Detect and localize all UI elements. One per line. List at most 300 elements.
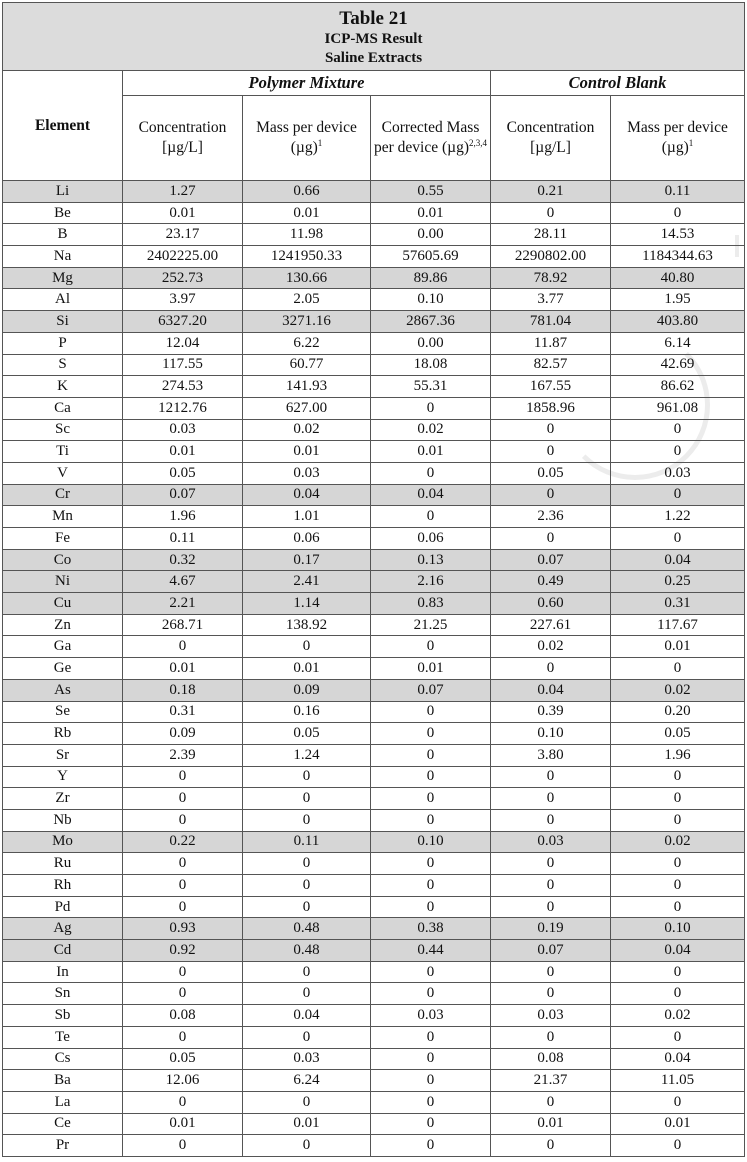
cb-concentration-cell: 0.10: [491, 723, 611, 745]
table-row: [3, 723, 745, 745]
cb-mass-cell: 0.02: [611, 831, 745, 853]
cb-concentration-cell: 82.57: [491, 354, 611, 376]
cb-mass-cell: 0.04: [611, 549, 745, 571]
cb-mass-cell: 11.05: [611, 1070, 745, 1092]
table-row: [3, 940, 745, 962]
pm-mass-cell: 60.77: [243, 354, 371, 376]
cb-concentration-cell: 0: [491, 1135, 611, 1157]
pm-corrected-mass-cell: 0: [371, 896, 491, 918]
pm-corrected-mass-cell: 0: [371, 961, 491, 983]
element-cell: V: [3, 462, 123, 484]
table-row: [3, 831, 745, 853]
cb-mass-cell: 0: [611, 441, 745, 463]
pm-concentration-cell: 1.96: [123, 506, 243, 528]
pm-corrected-mass-cell: 0.04: [371, 484, 491, 506]
pm-mass-cell: 0.09: [243, 679, 371, 701]
cb-concentration-cell: 0: [491, 658, 611, 680]
pm-mass-cell: 0.17: [243, 549, 371, 571]
pm-concentration-cell: 0.11: [123, 528, 243, 550]
pm-corrected-mass-cell: 0: [371, 1135, 491, 1157]
cb-concentration-cell: 0.07: [491, 940, 611, 962]
pm-mass-cell: 0: [243, 766, 371, 788]
pm-corrected-mass-cell: 0.07: [371, 679, 491, 701]
pm-corrected-mass-cell: 0.01: [371, 441, 491, 463]
cb-mass-cell: 0.03: [611, 462, 745, 484]
element-cell: Sc: [3, 419, 123, 441]
cb-concentration-cell: 0.03: [491, 831, 611, 853]
element-cell: Mo: [3, 831, 123, 853]
table-row: [3, 1026, 745, 1048]
cb-concentration-cell: 78.92: [491, 267, 611, 289]
pm-corrected-mass-cell: 0: [371, 744, 491, 766]
pm-mass-cell: 0.48: [243, 940, 371, 962]
pm-mass-cell: 0.03: [243, 1048, 371, 1070]
cb-mass-cell: 961.08: [611, 397, 745, 419]
cb-mass-cell: 0: [611, 875, 745, 897]
cb-concentration-cell: 0.19: [491, 918, 611, 940]
pm-concentration-cell: 2.39: [123, 744, 243, 766]
table-row: [3, 506, 745, 528]
cb-mass-cell: 0.02: [611, 1005, 745, 1027]
table-row: [3, 549, 745, 571]
table-row: [3, 896, 745, 918]
cb-concentration-cell: 0.01: [491, 1113, 611, 1135]
pm-concentration-cell: 0.05: [123, 1048, 243, 1070]
element-cell: Ge: [3, 658, 123, 680]
table-row: [3, 918, 745, 940]
pm-mass-cell: 0: [243, 961, 371, 983]
pm-concentration-cell: 4.67: [123, 571, 243, 593]
cb-mass-cell: 0.31: [611, 593, 745, 615]
pm-mass-cell: 0: [243, 788, 371, 810]
element-cell: Li: [3, 181, 123, 203]
pm-mass-cell: 0: [243, 636, 371, 658]
pm-corrected-mass-cell: 0: [371, 983, 491, 1005]
cb-concentration-cell: 0: [491, 853, 611, 875]
cb-concentration-cell: 0.39: [491, 701, 611, 723]
pm-concentration-cell: 0: [123, 636, 243, 658]
pm-mass-cell: 0: [243, 853, 371, 875]
cb-mass-cell: 0.10: [611, 918, 745, 940]
cb-concentration-cell: 0: [491, 961, 611, 983]
cb-mass-cell: 14.53: [611, 224, 745, 246]
table-caption: [3, 3, 745, 71]
table-row: [3, 571, 745, 593]
pm-concentration-cell: 0: [123, 853, 243, 875]
pm-corrected-mass-cell: 0: [371, 809, 491, 831]
pm-concentration-header: Concentration [µg/L]: [123, 96, 243, 181]
pm-corrected-mass-cell: 21.25: [371, 614, 491, 636]
pm-mass-cell: 6.24: [243, 1070, 371, 1092]
cb-concentration-cell: 0.02: [491, 636, 611, 658]
pm-concentration-cell: 2402225.00: [123, 246, 243, 268]
cb-mass-cell: 0.05: [611, 723, 745, 745]
table-row: [3, 419, 745, 441]
table-row: [3, 701, 745, 723]
pm-corrected-mass-cell: 0: [371, 1070, 491, 1092]
element-cell: Ti: [3, 441, 123, 463]
pm-corrected-mass-cell: 89.86: [371, 267, 491, 289]
pm-corrected-mass-cell: 2.16: [371, 571, 491, 593]
table-row: [3, 809, 745, 831]
table-row: [3, 1048, 745, 1070]
pm-mass-cell: 2.05: [243, 289, 371, 311]
cb-concentration-cell: 0: [491, 766, 611, 788]
cb-mass-cell: 0: [611, 809, 745, 831]
element-cell: In: [3, 961, 123, 983]
element-cell: Cs: [3, 1048, 123, 1070]
cb-concentration-cell: 0: [491, 1026, 611, 1048]
cb-concentration-cell: 3.77: [491, 289, 611, 311]
cb-concentration-cell: 0.07: [491, 549, 611, 571]
cb-mass-cell: 0.02: [611, 679, 745, 701]
pm-corrected-mass-cell: 0: [371, 1048, 491, 1070]
pm-mass-cell: 0.01: [243, 658, 371, 680]
pm-mass-cell: 0: [243, 896, 371, 918]
pm-concentration-cell: 0.92: [123, 940, 243, 962]
pm-concentration-cell: 268.71: [123, 614, 243, 636]
pm-mass-cell: 130.66: [243, 267, 371, 289]
cb-concentration-cell: 28.11: [491, 224, 611, 246]
pm-concentration-cell: 23.17: [123, 224, 243, 246]
pm-corrected-mass-cell: 0.10: [371, 289, 491, 311]
element-cell: As: [3, 679, 123, 701]
pm-mass-cell: 0.02: [243, 419, 371, 441]
pm-corrected-mass-cell: 0: [371, 462, 491, 484]
pm-mass-cell: 6.22: [243, 332, 371, 354]
pm-concentration-cell: 252.73: [123, 267, 243, 289]
element-cell: Cd: [3, 940, 123, 962]
pm-mass-cell: 2.41: [243, 571, 371, 593]
table-row: [3, 1091, 745, 1113]
pm-corrected-mass-cell: 0: [371, 636, 491, 658]
element-cell: Ni: [3, 571, 123, 593]
pm-corrected-mass-cell: 0.06: [371, 528, 491, 550]
element-cell: Ca: [3, 397, 123, 419]
pm-mass-header: Mass per device $(\mu g)^1$: [243, 96, 371, 181]
cb-concentration-cell: 0: [491, 202, 611, 224]
table-row: [3, 441, 745, 463]
pm-concentration-cell: 117.55: [123, 354, 243, 376]
element-cell: Mg: [3, 267, 123, 289]
pm-concentration-cell: 0.03: [123, 419, 243, 441]
element-cell: Ru: [3, 853, 123, 875]
element-cell: Cr: [3, 484, 123, 506]
pm-concentration-cell: 0.01: [123, 1113, 243, 1135]
table-body: [3, 181, 745, 1157]
element-cell: Sb: [3, 1005, 123, 1027]
pm-mass-cell: 0: [243, 875, 371, 897]
pm-mass-cell: 0: [243, 1091, 371, 1113]
pm-mass-cell: 1241950.33: [243, 246, 371, 268]
cb-mass-cell: 1.95: [611, 289, 745, 311]
pm-corrected-mass-cell: 0.01: [371, 202, 491, 224]
cb-concentration-cell: 781.04: [491, 311, 611, 333]
table-row: [3, 462, 745, 484]
cb-mass-cell: 40.80: [611, 267, 745, 289]
cb-mass-cell: 1184344.63: [611, 246, 745, 268]
pm-mass-cell: 0.04: [243, 1005, 371, 1027]
element-cell: Zn: [3, 614, 123, 636]
pm-corrected-mass-cell: 0.10: [371, 831, 491, 853]
element-cell: S: [3, 354, 123, 376]
pm-mass-cell: 0.66: [243, 181, 371, 203]
pm-corrected-mass-cell: 0.00: [371, 224, 491, 246]
pm-corrected-mass-cell: 55.31: [371, 376, 491, 398]
cb-mass-cell: 86.62: [611, 376, 745, 398]
pm-mass-cell: 138.92: [243, 614, 371, 636]
pm-concentration-cell: 0: [123, 788, 243, 810]
table-row: [3, 1135, 745, 1157]
pm-corrected-mass-cell: 0: [371, 397, 491, 419]
pm-corrected-mass-cell: 0.02: [371, 419, 491, 441]
pm-corrected-mass-cell: 0.83: [371, 593, 491, 615]
pm-corrected-mass-cell: 0.00: [371, 332, 491, 354]
pm-mass-cell: 0.48: [243, 918, 371, 940]
pm-mass-cell: 0.01: [243, 441, 371, 463]
cb-concentration-cell: 0: [491, 528, 611, 550]
cb-mass-cell: 0.04: [611, 1048, 745, 1070]
pm-corrected-mass-cell: 0.55: [371, 181, 491, 203]
table-row: [3, 311, 745, 333]
cb-mass-cell: 0: [611, 788, 745, 810]
cb-concentration-cell: 0: [491, 983, 611, 1005]
element-cell: Y: [3, 766, 123, 788]
cb-mass-cell: 0: [611, 484, 745, 506]
pm-concentration-cell: 0: [123, 961, 243, 983]
pm-concentration-cell: 0.07: [123, 484, 243, 506]
cb-concentration-cell: 1858.96: [491, 397, 611, 419]
cb-mass-cell: 6.14: [611, 332, 745, 354]
cb-mass-cell: 0.04: [611, 940, 745, 962]
cb-concentration-cell: 0: [491, 788, 611, 810]
cb-mass-cell: 0.01: [611, 1113, 745, 1135]
pm-concentration-cell: 12.04: [123, 332, 243, 354]
pm-mass-cell: 1.24: [243, 744, 371, 766]
pm-corrected-mass-cell: 57605.69: [371, 246, 491, 268]
pm-corrected-mass-cell: 0: [371, 506, 491, 528]
cb-mass-cell: 0.01: [611, 636, 745, 658]
pm-concentration-cell: 12.06: [123, 1070, 243, 1092]
cb-concentration-cell: 0: [491, 896, 611, 918]
cb-concentration-cell: 227.61: [491, 614, 611, 636]
table-row: [3, 1070, 745, 1092]
cb-concentration-cell: 167.55: [491, 376, 611, 398]
cb-mass-cell: 0: [611, 896, 745, 918]
cb-mass-cell: 0.20: [611, 701, 745, 723]
pm-concentration-cell: 1212.76: [123, 397, 243, 419]
cb-concentration-cell: 0.05: [491, 462, 611, 484]
pm-corrected-mass-cell: 0: [371, 875, 491, 897]
element-cell: Ce: [3, 1113, 123, 1135]
table-row: [3, 983, 745, 1005]
cb-concentration-cell: 0.49: [491, 571, 611, 593]
pm-corrected-mass-cell: 0: [371, 1091, 491, 1113]
cb-concentration-cell: 3.80: [491, 744, 611, 766]
cb-mass-header: Mass per device $(\mu g)^1$: [611, 96, 745, 181]
pm-concentration-cell: 274.53: [123, 376, 243, 398]
table-row: [3, 744, 745, 766]
cb-mass-cell: 0.11: [611, 181, 745, 203]
pm-mass-cell: 0: [243, 809, 371, 831]
cb-concentration-cell: 0.04: [491, 679, 611, 701]
pm-mass-cell: 0.11: [243, 831, 371, 853]
pm-mass-cell: 0: [243, 983, 371, 1005]
element-cell: Rb: [3, 723, 123, 745]
cb-mass-cell: 0: [611, 202, 745, 224]
pm-mass-cell: 0.16: [243, 701, 371, 723]
pm-concentration-cell: 2.21: [123, 593, 243, 615]
pm-mass-cell: 0.05: [243, 723, 371, 745]
cb-mass-cell: 42.69: [611, 354, 745, 376]
cb-concentration-cell: 0.21: [491, 181, 611, 203]
table-row: [3, 614, 745, 636]
element-cell: P: [3, 332, 123, 354]
polymer-mixture-header: Polymer Mixture: [123, 71, 491, 96]
cb-concentration-cell: 0.03: [491, 1005, 611, 1027]
pm-mass-cell: 1.01: [243, 506, 371, 528]
pm-concentration-cell: 0.22: [123, 831, 243, 853]
pm-concentration-cell: 0: [123, 875, 243, 897]
cb-mass-cell: 0: [611, 983, 745, 1005]
element-cell: Si: [3, 311, 123, 333]
pm-corrected-mass-cell: 0.01: [371, 658, 491, 680]
pm-concentration-cell: 0: [123, 1026, 243, 1048]
pm-mass-cell: 0.01: [243, 202, 371, 224]
element-cell: Te: [3, 1026, 123, 1048]
cb-mass-cell: 0: [611, 766, 745, 788]
table-row: [3, 528, 745, 550]
pm-corrected-mass-cell: 0: [371, 1113, 491, 1135]
table-row: [3, 788, 745, 810]
table-row: [3, 202, 745, 224]
cb-mass-cell: 1.96: [611, 744, 745, 766]
element-cell: Sr: [3, 744, 123, 766]
pm-corrected-mass-cell: 0: [371, 788, 491, 810]
element-cell: Pr: [3, 1135, 123, 1157]
pm-concentration-cell: 0: [123, 1135, 243, 1157]
pm-concentration-cell: 0: [123, 1091, 243, 1113]
table-row: [3, 875, 745, 897]
pm-corrected-mass-cell: 0: [371, 766, 491, 788]
cb-mass-cell: 0: [611, 853, 745, 875]
cb-concentration-cell: 11.87: [491, 332, 611, 354]
icp-ms-results-table: [2, 2, 745, 1157]
table-row: [3, 658, 745, 680]
cb-mass-cell: 403.80: [611, 311, 745, 333]
cb-mass-cell: 0: [611, 961, 745, 983]
element-cell: Na: [3, 246, 123, 268]
cb-mass-cell: 0: [611, 419, 745, 441]
pm-corrected-mass-cell: 0: [371, 701, 491, 723]
table-row: [3, 766, 745, 788]
cb-concentration-cell: 0.08: [491, 1048, 611, 1070]
cb-concentration-cell: 0: [491, 419, 611, 441]
pm-mass-cell: 0: [243, 1026, 371, 1048]
pm-mass-cell: 0.04: [243, 484, 371, 506]
pm-concentration-cell: 0: [123, 896, 243, 918]
pm-corrected-mass-cell: 0.03: [371, 1005, 491, 1027]
element-cell: Ag: [3, 918, 123, 940]
pm-corrected-mass-cell: 0.38: [371, 918, 491, 940]
pm-corrected-mass-cell: 2867.36: [371, 311, 491, 333]
table-row: [3, 679, 745, 701]
element-cell: Fe: [3, 528, 123, 550]
table-title: Table 21: [339, 7, 408, 29]
table-row: [3, 181, 745, 203]
element-cell: Ba: [3, 1070, 123, 1092]
pm-concentration-cell: 0: [123, 983, 243, 1005]
pm-mass-cell: 11.98: [243, 224, 371, 246]
cb-concentration-cell: 0: [491, 1091, 611, 1113]
pm-corrected-mass-cell: 0: [371, 1026, 491, 1048]
cb-mass-cell: 1.22: [611, 506, 745, 528]
pm-concentration-cell: 0.01: [123, 202, 243, 224]
element-cell: Sn: [3, 983, 123, 1005]
cb-concentration-cell: 21.37: [491, 1070, 611, 1092]
cb-mass-cell: 117.67: [611, 614, 745, 636]
cb-concentration-cell: 0: [491, 875, 611, 897]
cb-concentration-cell: 0: [491, 441, 611, 463]
table-row: [3, 289, 745, 311]
element-column-header: Element: [3, 71, 123, 181]
pm-concentration-cell: 0.32: [123, 549, 243, 571]
pm-mass-cell: 0: [243, 1135, 371, 1157]
element-cell: Se: [3, 701, 123, 723]
pm-concentration-cell: 1.27: [123, 181, 243, 203]
element-cell: Cu: [3, 593, 123, 615]
table-subtitle: ICP-MS Result: [324, 30, 423, 47]
cb-concentration-cell: 0: [491, 809, 611, 831]
pm-mass-cell: 0.01: [243, 1113, 371, 1135]
element-cell: Nb: [3, 809, 123, 831]
element-cell: Zr: [3, 788, 123, 810]
element-cell: Pd: [3, 896, 123, 918]
pm-corrected-mass-header: Corrected Mass per device $(\mu g)^{2,3,4}$: [371, 96, 491, 181]
element-cell: Ga: [3, 636, 123, 658]
element-cell: Mn: [3, 506, 123, 528]
cb-mass-cell: 0: [611, 1091, 745, 1113]
cb-mass-cell: 0: [611, 1026, 745, 1048]
element-cell: Co: [3, 549, 123, 571]
pm-mass-cell: 141.93: [243, 376, 371, 398]
pm-concentration-cell: 0.31: [123, 701, 243, 723]
pm-corrected-mass-cell: 0.13: [371, 549, 491, 571]
cb-concentration-header: Concentration [µg/L]: [491, 96, 611, 181]
table-row: [3, 1113, 745, 1135]
cb-concentration-cell: 0.60: [491, 593, 611, 615]
cb-concentration-cell: 0: [491, 484, 611, 506]
cb-concentration-cell: 2.36: [491, 506, 611, 528]
table-subtitle-2: Saline Extracts: [324, 49, 423, 66]
element-cell: B: [3, 224, 123, 246]
element-cell: La: [3, 1091, 123, 1113]
table-row: [3, 397, 745, 419]
table-row: [3, 376, 745, 398]
pm-concentration-cell: 6327.20: [123, 311, 243, 333]
table-row: [3, 636, 745, 658]
table-row: [3, 961, 745, 983]
pm-corrected-mass-cell: 0: [371, 723, 491, 745]
pm-mass-cell: 1.14: [243, 593, 371, 615]
pm-concentration-cell: 0.01: [123, 441, 243, 463]
pm-mass-cell: 3271.16: [243, 311, 371, 333]
table-row: [3, 267, 745, 289]
pm-concentration-cell: 0: [123, 766, 243, 788]
element-cell: Be: [3, 202, 123, 224]
control-blank-header: Control Blank: [491, 71, 745, 96]
pm-concentration-cell: 0.05: [123, 462, 243, 484]
